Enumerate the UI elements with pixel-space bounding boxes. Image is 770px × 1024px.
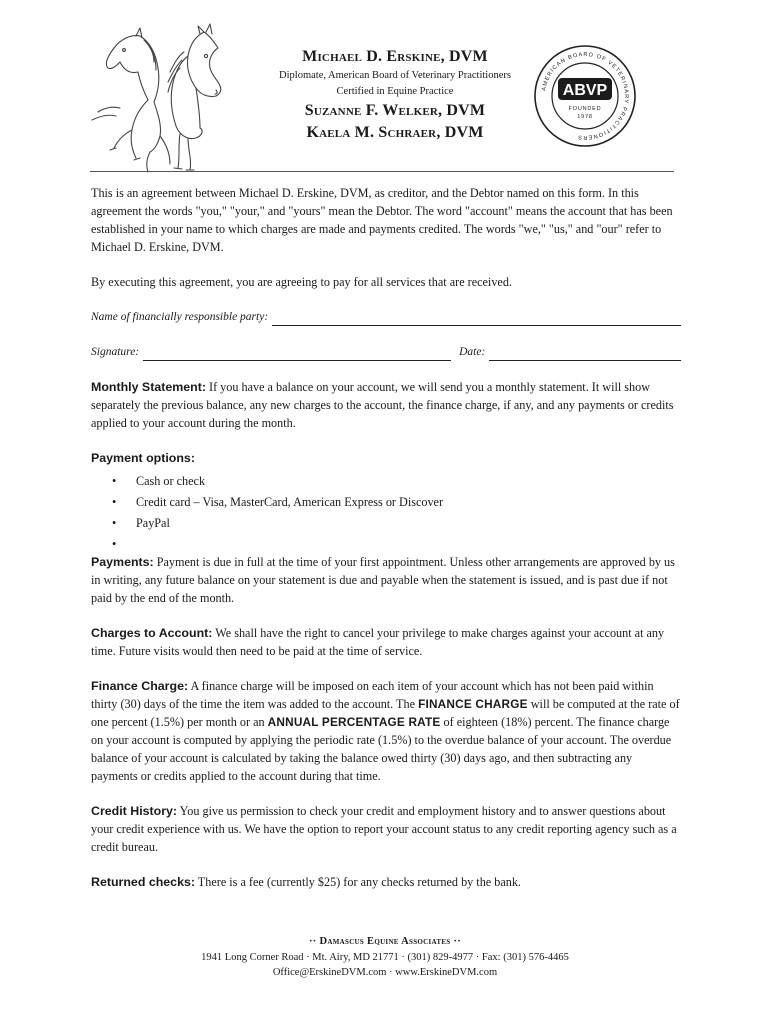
bullet-icon: • [112,474,117,488]
payment-option-label: Credit card – Visa, MasterCard, American Express or Discover [136,495,444,509]
date-label: Date: [459,346,486,358]
footer-practice-name: ·· Damascus Equine Associates ·· [308,936,462,947]
list-item [91,534,681,555]
executing-paragraph: By executing this agreement, you are agreeing to pay for all services that are received. [91,275,512,289]
returned-checks-section [91,873,681,891]
credential-diplomate: Diplomate, American Board of Veterinary Practitioners [279,70,511,81]
letterhead [250,46,540,144]
payment-option-label: Cash or check [136,474,206,488]
signature-line[interactable] [143,348,451,361]
monthly-statement-text: If you have a balance on your account, we will send you a monthly statement. It will show separately the previous balance, any new charges to the account, the finance charge, if any, and any payments or credits applied to your account during the month. [91,380,674,430]
charges-text: We shall have the right to cancel your privilege to make charges against your account at any time. Future visits would then need to be paid at the time of service. [91,626,665,658]
finance-charge-term: FINANCE CHARGE [418,697,528,711]
footer-contact: Office@ErskineDVM.com · www.ErskineDVM.com [272,967,498,978]
doctor-name-second: Suzanne F. Welker, DVM [304,102,486,119]
monthly-statement-section [91,378,681,432]
list-item [91,492,681,513]
agreement-body [91,184,681,891]
returned-checks-text: There is a fee (currently $25) for any checks returned by the bank. [194,875,521,889]
signature-row [91,343,681,361]
bullet-icon: • [112,495,117,509]
apr-term: ANNUAL PERCENTAGE RATE [267,715,441,729]
intro-paragraph: This is an agreement between Michael D. Erskine, DVM, as creditor, and the Debtor named on this form. In this agreement the words "you," "your," and "yours" mean the Debtor. The word "account" means the account that has been established in your name to which charges are made and payments credited. The words "we," "us," and "our" refer to Michael D. Erskine, DVM. [91,186,673,254]
list-item [91,471,681,492]
finance-text-3: of eighteen (18%) percent. The finance charge on your account is computed by applying the periodic rate (1.5%) to the overdue balance of your account. The overdue balance of your account is calculated by taking the balance owed thirty (30) days ago, and then subtracting any payments or credits applied to the account during that time. [91,715,672,783]
payment-option-label: PayPal [136,516,170,530]
payment-options-list [91,471,681,555]
monthly-statement-title: Monthly Statement: [91,380,206,394]
signature-label: Signature: [91,346,140,358]
seal-year: 1978 [577,114,593,120]
seal-ring-text: AMERICAN BOARD OF VETERINARY PRACTITIONERS [541,51,630,141]
doctor-name-primary: Michael D. Erskine, DVM [302,48,488,65]
seal-founded: FOUNDED [568,106,602,112]
payment-options-title [91,449,681,467]
responsible-party-field[interactable] [91,308,681,326]
credit-history-text: You give us permission to check your credit and employment history and to answer questions about your credit experience with us. We have the option to report your account status to any credit reporting agency such as a credit bureau. [91,804,677,854]
footer-address: 1941 Long Corner Road · Mt. Airy, MD 21771 · (301) 829-4977 · Fax: (301) 576-4465 [201,951,569,963]
page-footer [150,934,620,981]
horses-logo-icon [84,22,246,174]
list-item [91,513,681,534]
payments-text: Payment is due in full at the time of your first appointment. Unless other arrangements are approved by us in writing, any future balance on your statement is due and payable when the statement is issued, and is past due if not paid by the end of the month. [91,555,675,605]
charges-section [91,624,681,660]
abvp-seal-icon [533,44,637,148]
bullet-icon: • [112,516,117,530]
finance-text-2: will be computed at the rate of one percent (1.5%) per month or an [91,697,680,729]
responsible-party-label: Name of financially responsible party: [91,311,269,323]
charges-title: Charges to Account: [91,626,213,640]
seal-abbr: ABVP [562,82,608,99]
finance-text-1: A finance charge will be imposed on each item of your account which has not been paid within thirty (30) days of the time the item was added to the account. The [91,679,654,711]
doctor-name-third: Kaela M. Schraer, DVM [306,124,484,141]
finance-charge-section [91,677,681,785]
credit-history-title: Credit History: [91,804,178,818]
payments-section [91,553,681,607]
bullet-icon: • [112,537,117,551]
date-line[interactable] [489,348,681,361]
finance-charge-title: Finance Charge: [91,679,189,693]
payment-options-heading: Payment options: [91,451,195,465]
credit-history-section [91,802,681,856]
credential-certified: Certified in Equine Practice [336,86,454,97]
header-divider [90,171,674,172]
payments-title: Payments: [91,555,154,569]
responsible-party-line[interactable] [272,313,681,326]
returned-checks-title: Returned checks: [91,875,195,889]
